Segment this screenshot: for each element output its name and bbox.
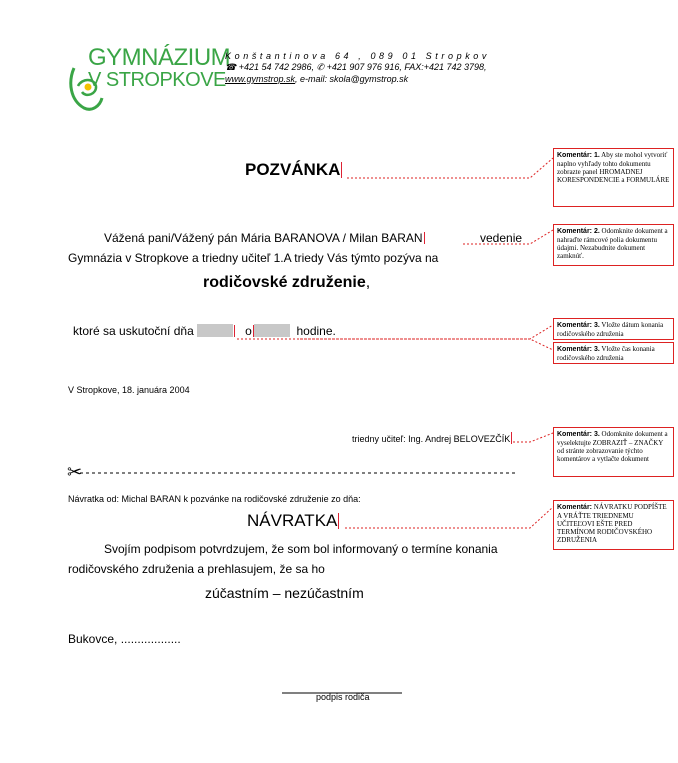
school-email: , e-mail: skola@gymstrop.sk	[295, 74, 409, 84]
logo-line1: GYMNÁZIUM	[88, 44, 231, 71]
return-line1: Svojím podpisom potvrdzujem, že som bol informovaný o termíne konania	[104, 542, 498, 556]
school-logo-text	[88, 46, 230, 90]
comment-2[interactable]: Komentár: 2. Odomknite dokument a nahraďte rámcové polia dokumentu údajmi. Nezabudnite dokument zamknúť.	[553, 224, 674, 266]
school-address: Konštantinova 64 , 089 01 Stropkov	[225, 51, 490, 61]
school-web	[225, 74, 408, 84]
comment-5[interactable]: Komentár: 3. Odomknite dokument a vyselektujte ZOBRAZIŤ – ZNAČKY od stránte zobrazovanie týchto komentárov a vytlačte dokument	[553, 427, 674, 477]
comment-1[interactable]: Komentár: 1. Aby ste mohol vytvoriť naplno vyhľady tohto dokumentu zobrazte panel HROMADNEJ KORESPONDENCIE a FORMULÁRE	[553, 148, 674, 207]
teacher-signature: triedny učiteľ: Ing. Andrej BELOVEZČÍK	[352, 434, 511, 444]
date-line: ktoré sa uskutoční dňa o hodine.	[73, 324, 336, 338]
time-field[interactable]	[254, 324, 290, 337]
place-date: V Stropkove, 18. januára 2004	[68, 385, 190, 395]
return-from-line: Návratka od: Michal BARAN k pozvánke na rodičovské združenie zo dňa:	[68, 494, 361, 504]
return-place: Bukovce, ..................	[68, 632, 181, 646]
date-field[interactable]	[197, 324, 233, 337]
logo-line2: V STROPKOVE	[88, 69, 226, 91]
return-title: NÁVRATKA	[247, 511, 338, 530]
website-link[interactable]: www.gymstrop.sk	[225, 74, 296, 84]
school-phone: ☎ +421 54 742 2986, ✆ +421 907 976 916, FAX:+421 742 3798,	[225, 62, 487, 72]
comment-4[interactable]: Komentár: 3. Vložte čas konania rodičovského združenia	[553, 342, 674, 364]
invitation-title: POZVÁNKA	[245, 160, 341, 179]
invitation-line2: Gymnázia v Stropkove a triedny učiteľ 1.A triedy Vás týmto pozýva na	[68, 251, 439, 265]
event-name: rodičovské združenie,	[203, 274, 371, 291]
attendance-choice: zúčastním – nezúčastním	[205, 585, 364, 601]
signature-label: podpis rodiča	[316, 692, 370, 702]
salutation-line: Vážená pani/Vážený pán Mária BARANOVA / Milan BARAN	[104, 231, 423, 245]
return-line2: rodičovského združenia a prehlasujem, že sa ho	[68, 562, 325, 576]
comment-6[interactable]: Komentár: NÁVRATKU PODPÍŠTE A VRÁŤTE TRIEDNEMU UČITEĽOVI EŠTE PRED TERMÍNOM RODIČOVSKÉHO ZDRUŽENIA	[553, 500, 674, 550]
salutation-line-end: vedenie	[480, 231, 523, 245]
scissors-icon: ✂	[67, 462, 83, 482]
comment-3[interactable]: Komentár: 3. Vložte dátum konania rodičovského združenia	[553, 318, 674, 340]
